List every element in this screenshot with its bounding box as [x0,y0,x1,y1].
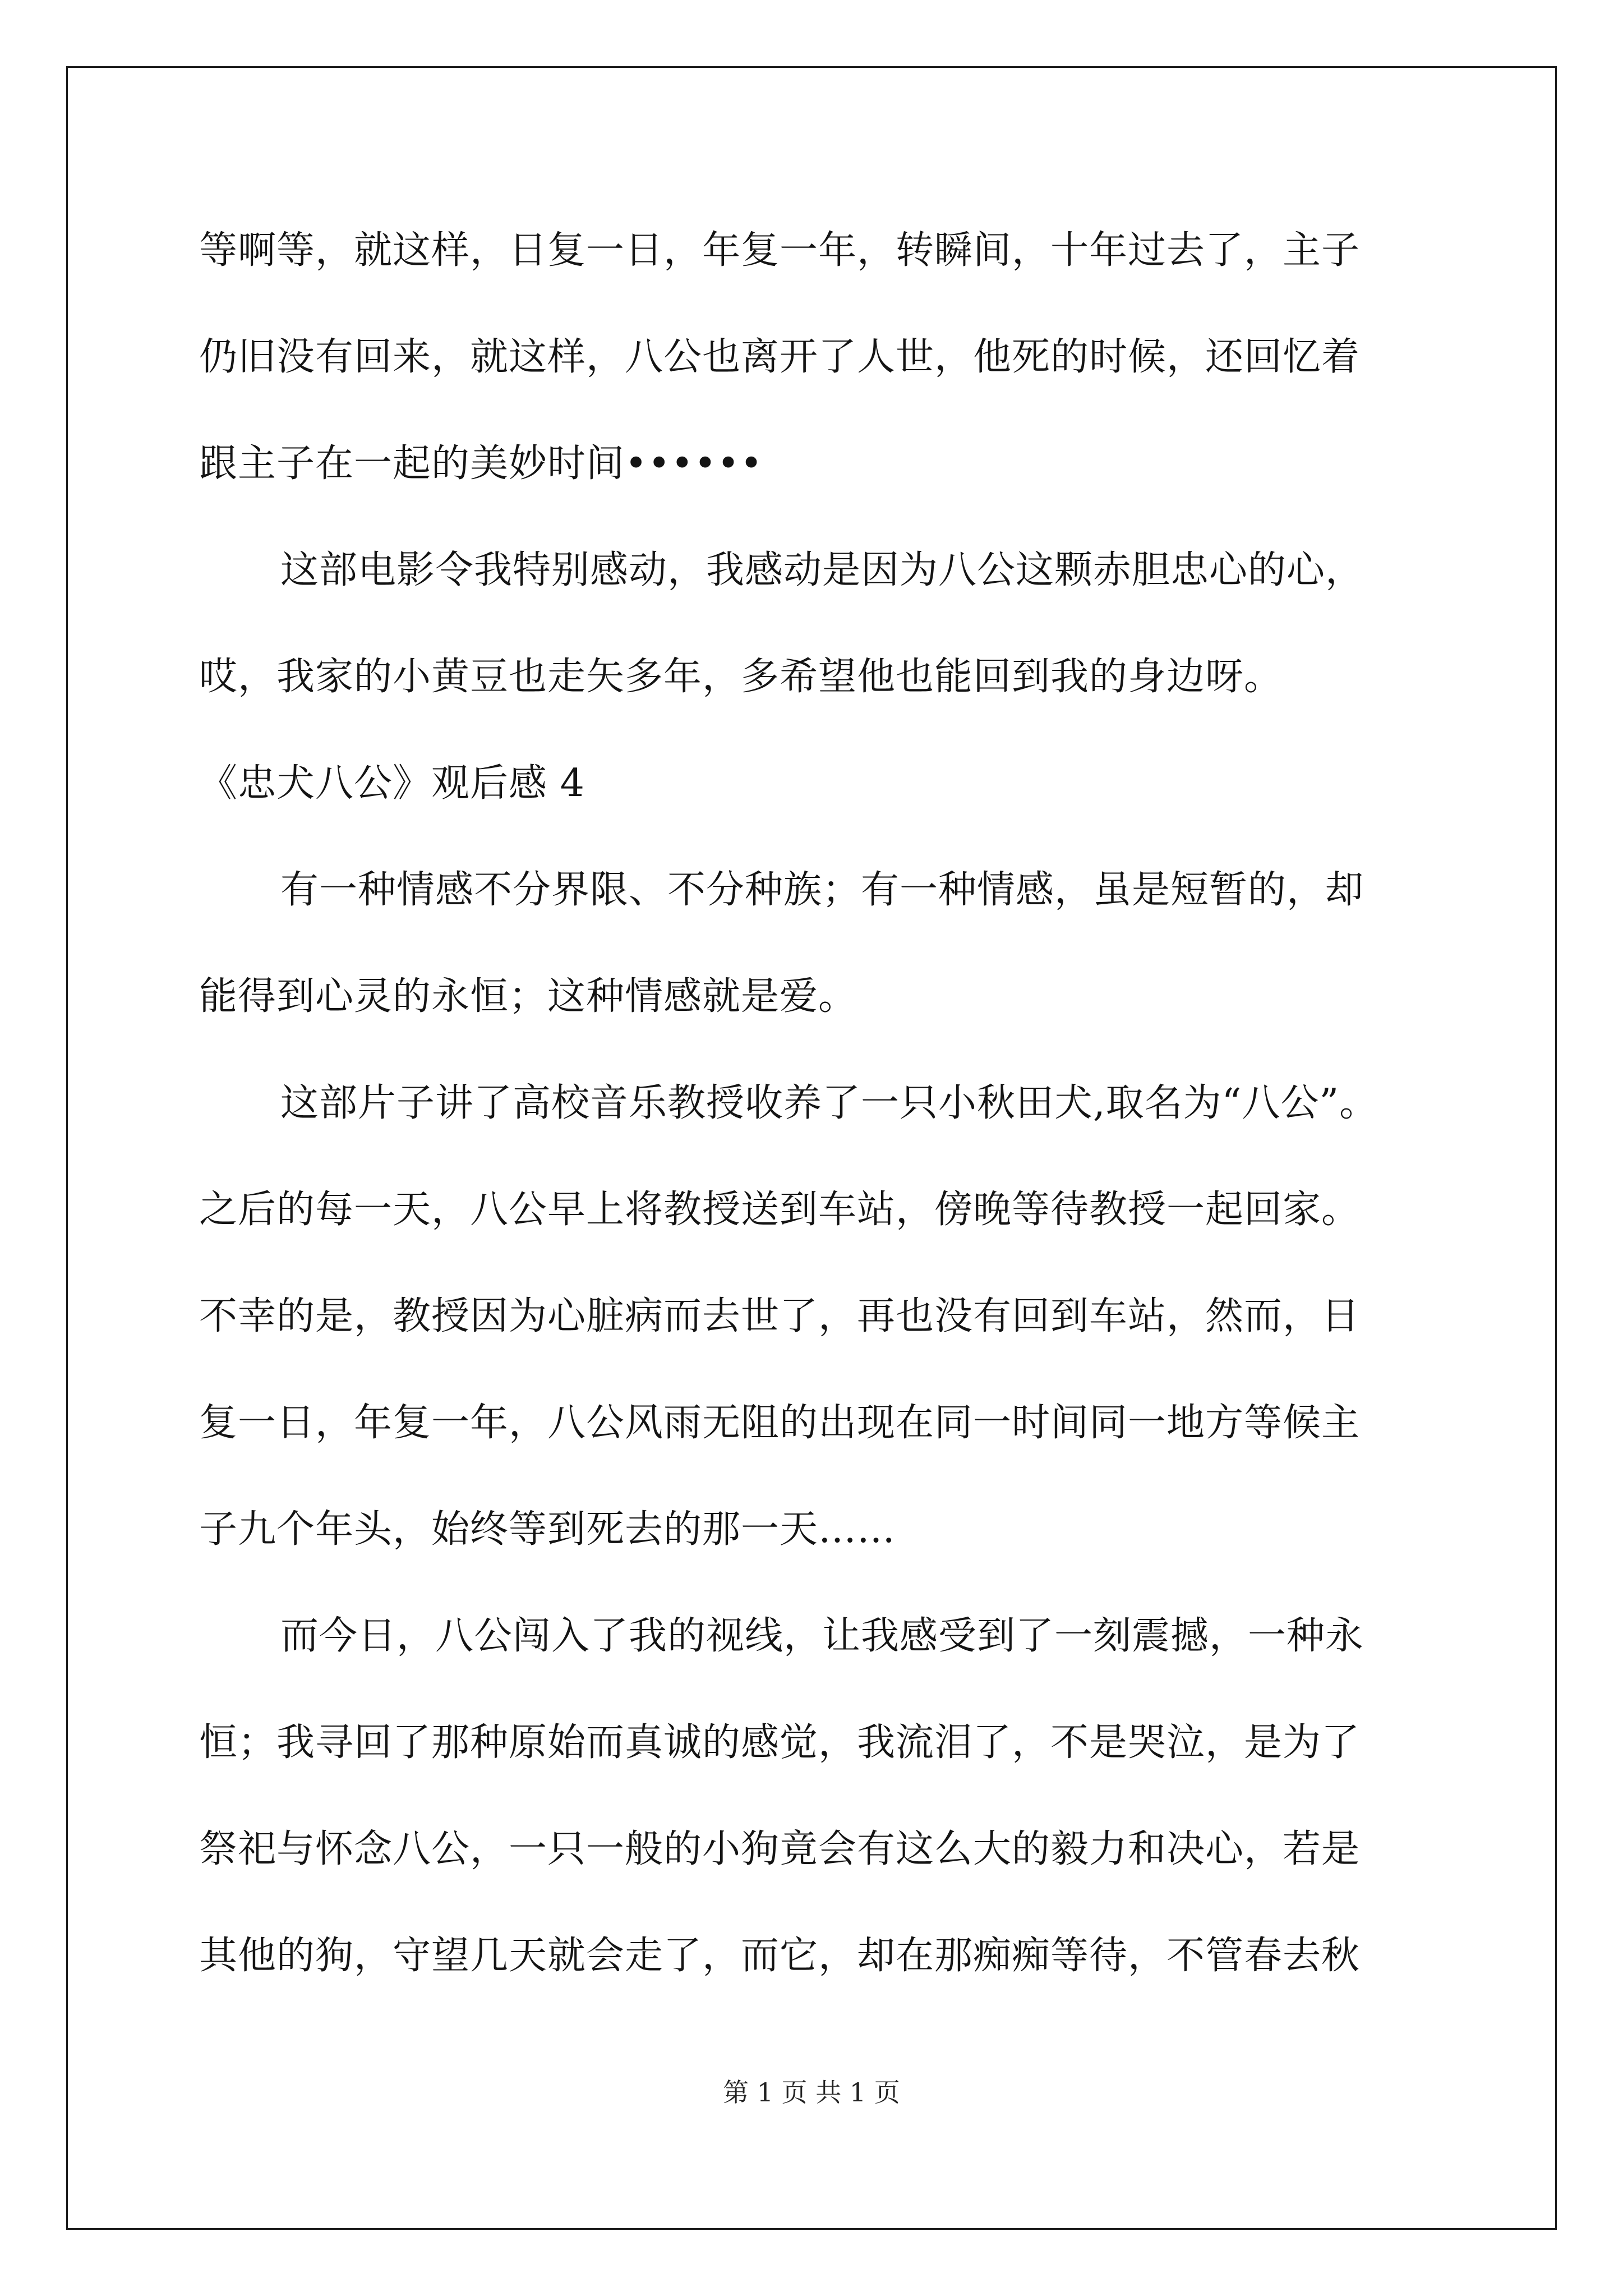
paragraph-start-line: 而今日，八公闯入了我的视线，让我感受到了一刻震撼，一种永 [280,1614,1364,1658]
paragraph-start-line: 这部电影令我特别感动，我感动是因为八公这颗赤胆忠心的心， [280,548,1364,592]
page-number-footer: 第 1 页 共 1 页 [723,2077,900,2108]
text-line: 不幸的是，教授因为心脏病而去世了，再也没有回到车站，然而，日 [199,1294,1361,1338]
text-line: 哎，我家的小黄豆也走矢多年，多希望他也能回到我的身边呀。 [199,655,1283,699]
text-line: 跟主子在一起的美妙时间•••••• [199,441,763,486]
text-line: 复一日，年复一年，八公风雨无阻的出现在同一时间同一地方等候主 [199,1401,1361,1445]
text-line: 仍旧没有回来，就这样，八公也离开了人世，他死的时候，还回忆着 [199,335,1361,379]
paragraph-start-line: 这部片子讲了高校音乐教授收养了一只小秋田犬,取名为“八公”。 [280,1081,1378,1125]
page-border [66,66,1557,2230]
text-line: 其他的狗，守望几天就会走了，而它，却在那痴痴等待，不管春去秋 [199,1934,1361,1978]
text-line: 祭祀与怀念八公，一只一般的小狗竟会有这么大的毅力和决心，若是 [199,1827,1361,1871]
text-line: 恒；我寻回了那种原始而真诚的感觉，我流泪了，不是哭泣，是为了 [199,1720,1361,1765]
paragraph-start-line: 有一种情感不分界限、不分种族；有一种情感，虽是短暂的，却 [280,868,1364,912]
text-line: 能得到心灵的永恒；这种情感就是爱。 [199,974,857,1019]
section-heading: 《忠犬八公》观后感 4 [199,761,585,806]
text-line: 子九个年头，始终等到死去的那一天…… [199,1507,896,1552]
text-line: 之后的每一天，八公早上将教授送到车站，傍晚等待教授一起回家。 [199,1188,1361,1232]
text-line: 等啊等，就这样，日复一日，年复一年，转瞬间，十年过去了，主子 [199,228,1361,273]
